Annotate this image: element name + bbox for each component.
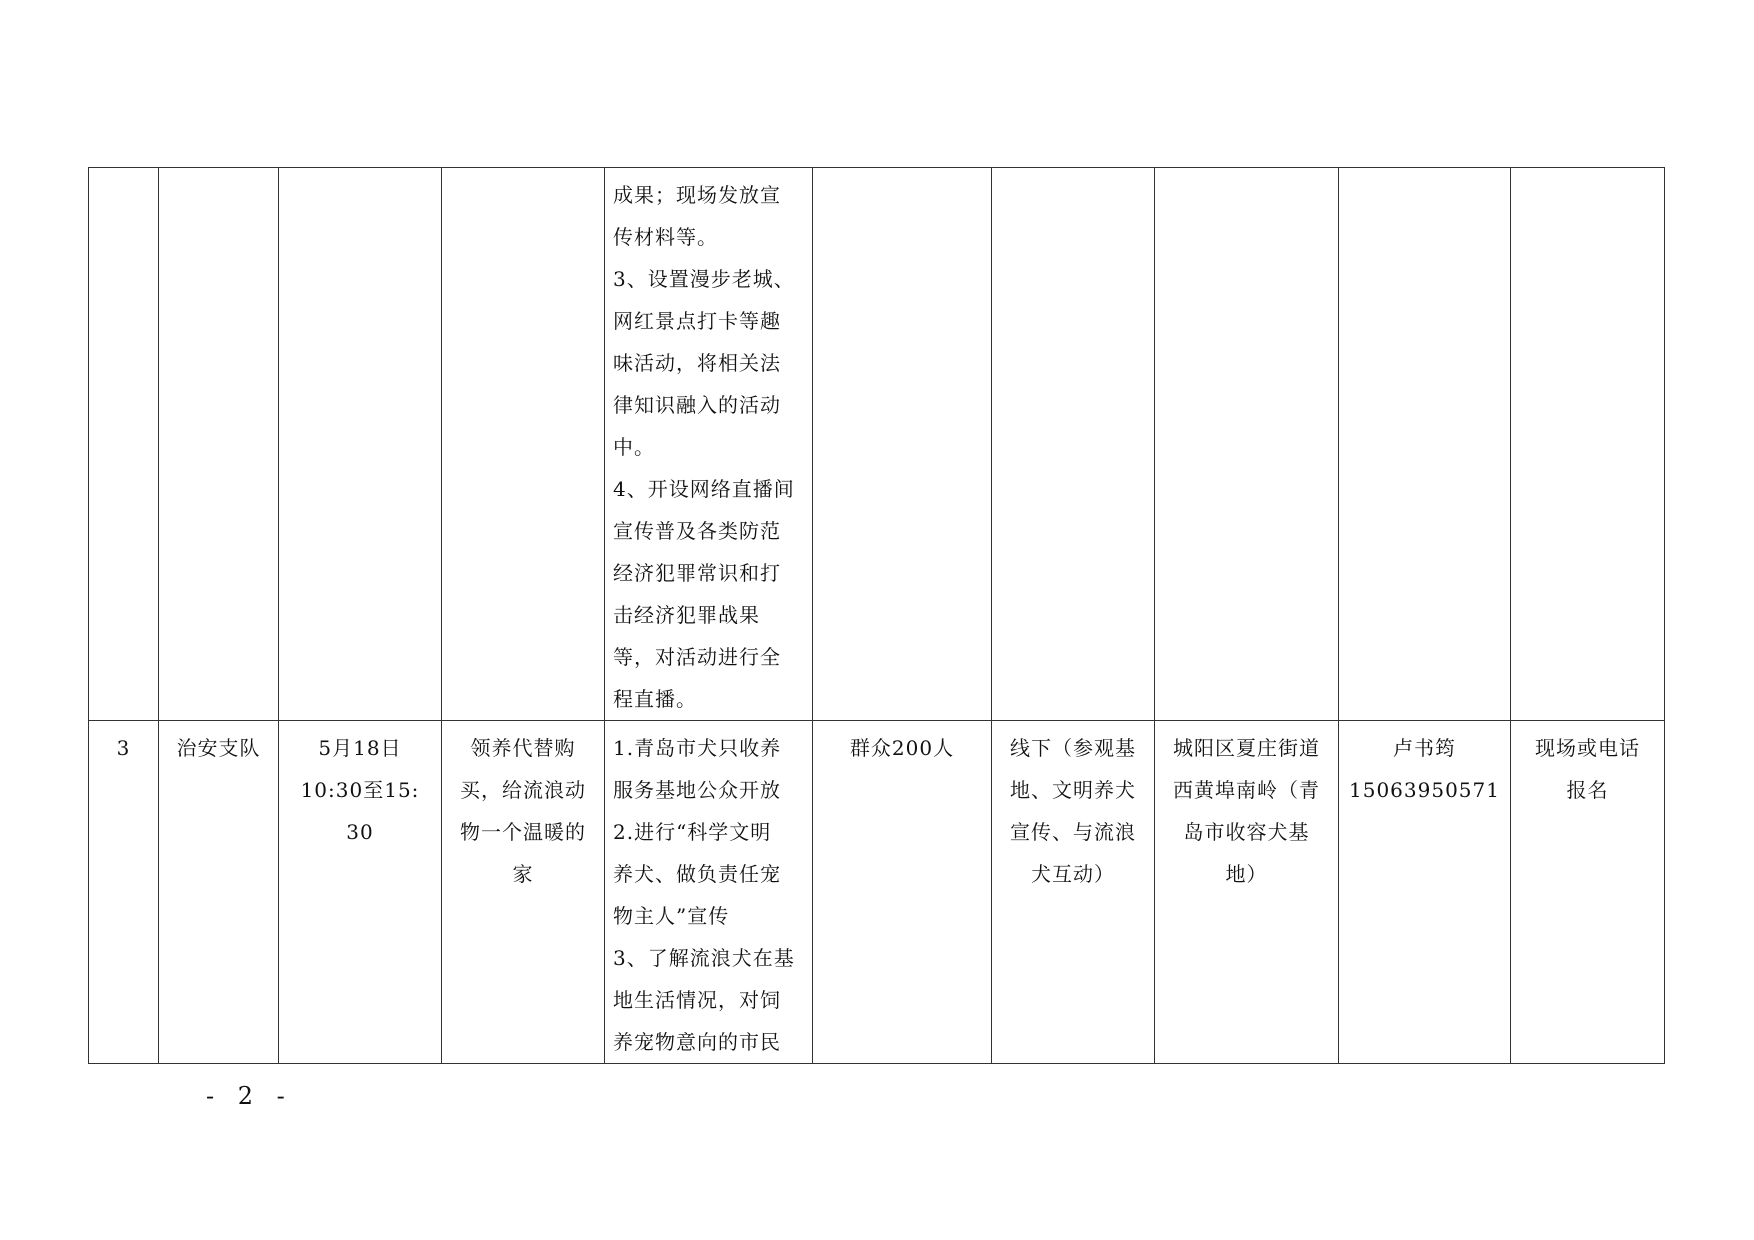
time-line: 5月18日 [318, 736, 402, 760]
content-line: 3、设置漫步老城、 [613, 267, 795, 291]
content-line: 3、了解流浪犬在基 [613, 946, 795, 970]
content-line: 味活动，将相关法 [613, 351, 781, 375]
content-line: 程直播。 [613, 687, 697, 711]
theme-line: 领养代替购 [470, 736, 576, 760]
activity-theme [442, 721, 605, 1064]
activity-location [1155, 721, 1339, 1064]
activity-form [992, 721, 1155, 1064]
theme-line: 物一个温暖的 [460, 820, 586, 844]
form-line: 地、文明养犬 [1010, 778, 1136, 802]
content-line: 等，对活动进行全 [613, 645, 781, 669]
content-line: 4、开设网络直播间 [613, 477, 795, 501]
contact-name: 卢书筠 [1393, 736, 1456, 760]
form-line: 线下（参观基 [1010, 736, 1136, 760]
content-cell [605, 168, 813, 721]
form-line: 犬互动） [1031, 862, 1115, 886]
theme-line: 家 [512, 862, 534, 886]
location-line: 西黄埠南岭（青 [1173, 778, 1320, 802]
content-line: 服务基地公众开放 [613, 778, 781, 802]
page-number: - 2 - [206, 1082, 293, 1110]
content-line: 养犬、做负责任宠 [613, 862, 781, 886]
content-line: 中。 [613, 435, 655, 459]
content-line: 物主人”宣传 [613, 904, 730, 928]
content-line: 地生活情况，对饲 [613, 988, 781, 1012]
table-cell [813, 168, 992, 721]
table-cell [1511, 168, 1665, 721]
content-line: 宣传普及各类防范 [613, 519, 781, 543]
contact-phone: 15063950571 [1349, 778, 1500, 802]
content-line: 传材料等。 [613, 225, 718, 249]
table-cell [279, 168, 442, 721]
signup-method [1511, 721, 1665, 1064]
table-cell [1155, 168, 1339, 721]
time-line: 30 [346, 820, 374, 844]
time-line: 10:30至15: [300, 778, 420, 802]
row-number: 3 [89, 721, 159, 1064]
content-line: 经济犯罪常识和打 [613, 561, 781, 585]
activity-content [605, 721, 813, 1064]
table-cell [89, 168, 159, 721]
table-cell [992, 168, 1155, 721]
location-line: 地） [1225, 862, 1268, 886]
location-line: 城阳区夏庄街道 [1173, 736, 1320, 760]
table-cell [442, 168, 605, 721]
theme-line: 买，给流浪动 [460, 778, 586, 802]
table-cell [1339, 168, 1511, 721]
content-line: 网红景点打卡等趣 [613, 309, 781, 333]
content-line: 律知识融入的活动 [613, 393, 781, 417]
audience: 群众200人 [813, 721, 992, 1064]
signup-line: 报名 [1566, 778, 1609, 802]
activity-table [88, 167, 1665, 1064]
contact [1339, 721, 1511, 1064]
organizer-unit: 治安支队 [159, 721, 279, 1064]
content-line: 成果；现场发放宣 [613, 183, 781, 207]
form-line: 宣传、与流浪 [1010, 820, 1136, 844]
content-line: 1.青岛市犬只收养 [613, 736, 782, 760]
table-cell [159, 168, 279, 721]
content-line: 养宠物意向的市民 [613, 1030, 781, 1054]
signup-line: 现场或电话 [1535, 736, 1640, 760]
content-line: 2.进行“科学文明 [613, 820, 772, 844]
location-line: 岛市收容犬基 [1183, 820, 1310, 844]
activity-time [279, 721, 442, 1064]
table-row [89, 168, 1665, 721]
content-line: 击经济犯罪战果 [613, 603, 760, 627]
table-row [89, 721, 1665, 1064]
